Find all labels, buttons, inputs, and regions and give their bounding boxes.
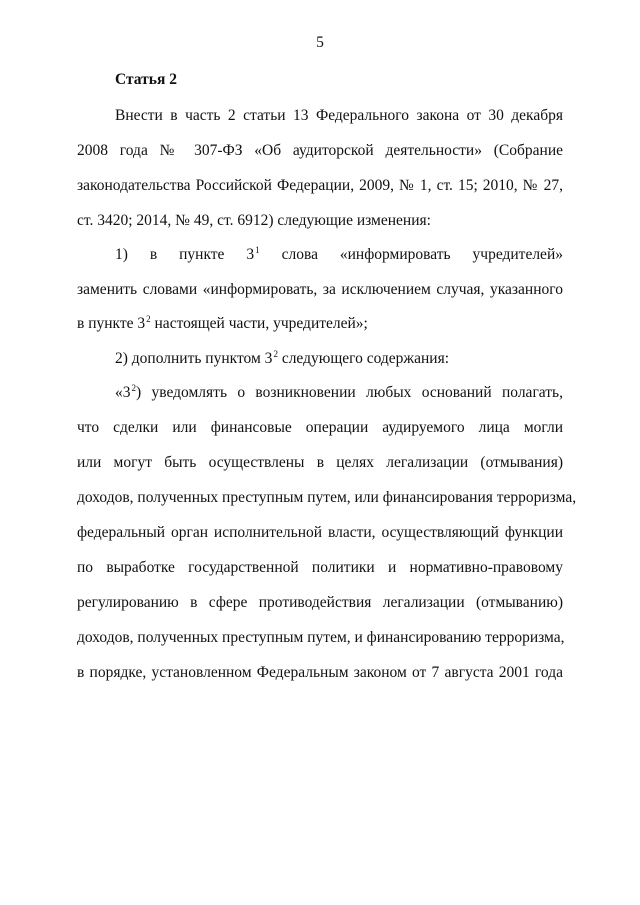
text-line-5-part-b: слова «информировать учредителей»	[259, 246, 563, 263]
text-line-11: или могут быть осуществлены в целях легализации (отмывания)	[77, 454, 563, 471]
article-heading: Статья 2	[115, 71, 177, 88]
superscript: 2	[146, 314, 151, 324]
page-number: 5	[316, 34, 324, 51]
text-line-8-part-a: 2) дополнить пунктом 3	[115, 350, 273, 367]
text-line-5-part-a: 1) в пункте 3	[115, 246, 255, 263]
text-line-12: доходов, полученных преступным путем, или финансирования терроризма,	[77, 489, 577, 506]
text-line-7-part-a: в пункте 3	[77, 315, 146, 332]
text-line-9	[115, 383, 563, 404]
text-line-7-part-b: настоящей части, учредителей»;	[150, 315, 368, 332]
text-line-4: ст. 3420; 2014, № 49, ст. 6912) следующие изменения:	[77, 212, 431, 229]
text-line-17: в порядке, установленном Федеральным законом от 7 августа 2001 года	[77, 664, 563, 681]
text-line-6: заменить словами «информировать, за исключением случая, указанного	[77, 281, 563, 298]
text-line-8-part-b: следующего содержания:	[277, 350, 450, 367]
text-line-8	[115, 349, 601, 370]
text-line-9-part-b: ) уведомлять о возникновении любых оснований полагать,	[136, 384, 563, 401]
text-line-10: что сделки или финансовые операции аудируемого лица могли	[77, 419, 563, 436]
text-line-7	[77, 314, 563, 335]
text-line-9-part-a: «3	[115, 384, 131, 401]
superscript: 2	[131, 383, 136, 393]
text-line-1: Внести в часть 2 статьи 13 Федерального закона от 30 декабря	[115, 107, 563, 124]
text-line-5	[115, 245, 563, 266]
superscript: 1	[255, 245, 260, 255]
text-line-14: по выработке государственной политики и нормативно-правовому	[77, 559, 563, 576]
text-line-2: 2008 года № 307-ФЗ «Об аудиторской деятельности» (Собрание	[77, 142, 563, 159]
text-line-15: регулированию в сфере противодействия легализации (отмыванию)	[77, 594, 563, 611]
text-line-3: законодательства Российской Федерации, 2009, № 1, ст. 15; 2010, № 27,	[77, 177, 563, 194]
superscript: 2	[273, 349, 278, 359]
text-line-13: федеральный орган исполнительной власти, осуществляющий функции	[77, 524, 563, 541]
text-line-16: доходов, полученных преступным путем, и финансированию терроризма,	[77, 629, 565, 646]
